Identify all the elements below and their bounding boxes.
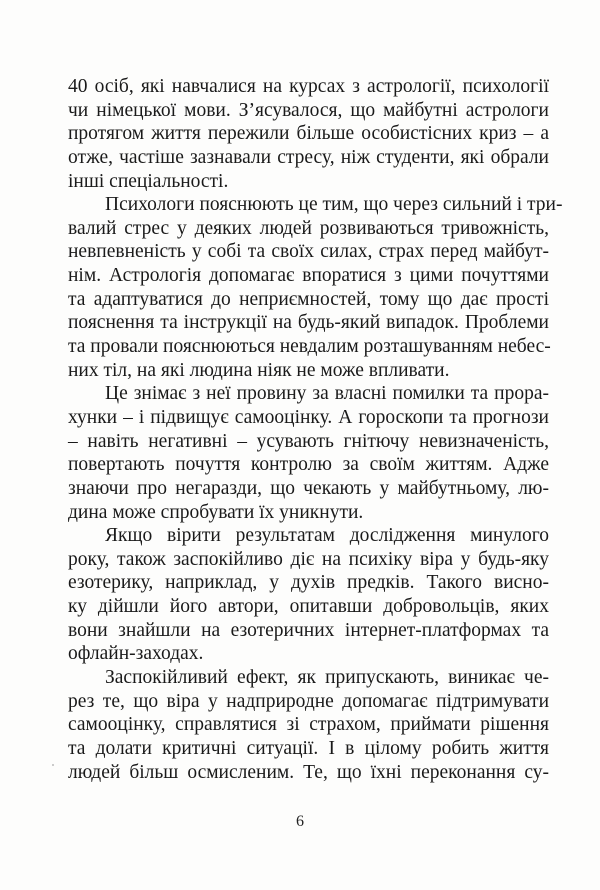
text-line: невпевненість у собі та своїх силах, страх перед майбут- (68, 241, 549, 263)
text-line: повертають почуття контролю за своїм життям. Адже (68, 454, 549, 476)
text-line: офлайн-заходах. (68, 643, 204, 665)
text-line: валий стрес у деяких людей розвиваються тривожність, (68, 217, 549, 239)
scan-artifact (52, 764, 54, 766)
text-line: Заспокійливий ефект, як припускають, виникає че- (105, 667, 549, 689)
text-line: рез те, що віра у надприродне допомагає підтримувати (68, 690, 549, 712)
text-line: та долати критичні ситуації. І в цілому робить життя (68, 737, 549, 759)
paragraph-1 (68, 75, 549, 193)
text-line: езотерику, наприклад, у духів предків. Такого висно- (68, 572, 549, 594)
text-line: – навіть негативні – усувають гнітючу невизначеність, (68, 430, 549, 452)
paragraph-4 (68, 524, 549, 666)
text-line: чи німецької мови. З’ясувалося, що майбутні астрологи (68, 99, 549, 121)
text-line: Психологи пояснюють це тим, що через сильний і три- (105, 194, 563, 216)
text-line: дина може спробувати їх уникнути. (68, 501, 364, 523)
text-line: інші спеціальності. (68, 170, 229, 192)
paragraph-5 (68, 666, 549, 784)
text-line: знаючи про негаразди, що чекають у майбутньому, лю- (68, 477, 549, 499)
text-line: Якщо вірити результатам дослідження минулого (105, 525, 549, 547)
body-text (68, 75, 563, 784)
text-line: отже, частіше зазнавали стресу, ніж студенти, які обрали (68, 146, 549, 168)
text-line: протягом життя пережили більше особистісних криз – а (68, 123, 549, 145)
paragraph-2 (68, 193, 563, 382)
text-line: ку дійшли його автори, опитавши добровольців, яких (68, 596, 549, 618)
paragraph-3 (68, 382, 549, 524)
page-number: 6 (296, 813, 304, 830)
text-line: 40 осіб, які навчалися на курсах з астрології, психології (68, 76, 549, 97)
text-line: нім. Астрологія допомагає впоратися з цими почуттями (68, 265, 549, 287)
text-line: Це знімає з неї провину за власні помилки та прора- (105, 383, 549, 405)
text-line: та провали пояснюються невдалим розташуванням небес- (68, 336, 551, 358)
text-line: самооцінку, справлятися зі страхом, приймати рішення (68, 714, 549, 736)
text-line: пояснення та інструкції на будь-який випадок. Проблеми (68, 312, 549, 334)
text-line: людей більш осмисленим. Те, що їхні переконання су- (68, 761, 549, 783)
text-line: них тіл, на які людина ніяк не може впливати. (68, 359, 450, 381)
text-line: вони знайшли на езотеричних інтернет-платформах та (68, 619, 549, 641)
text-line: та адаптуватися до неприємностей, тому що дає прості (68, 288, 549, 310)
text-line: хунки – і підвищує самооцінку. А гороскопи та прогнози (68, 406, 549, 428)
text-line: року, також заспокійливо діє на психіку віра у будь-яку (68, 548, 549, 570)
